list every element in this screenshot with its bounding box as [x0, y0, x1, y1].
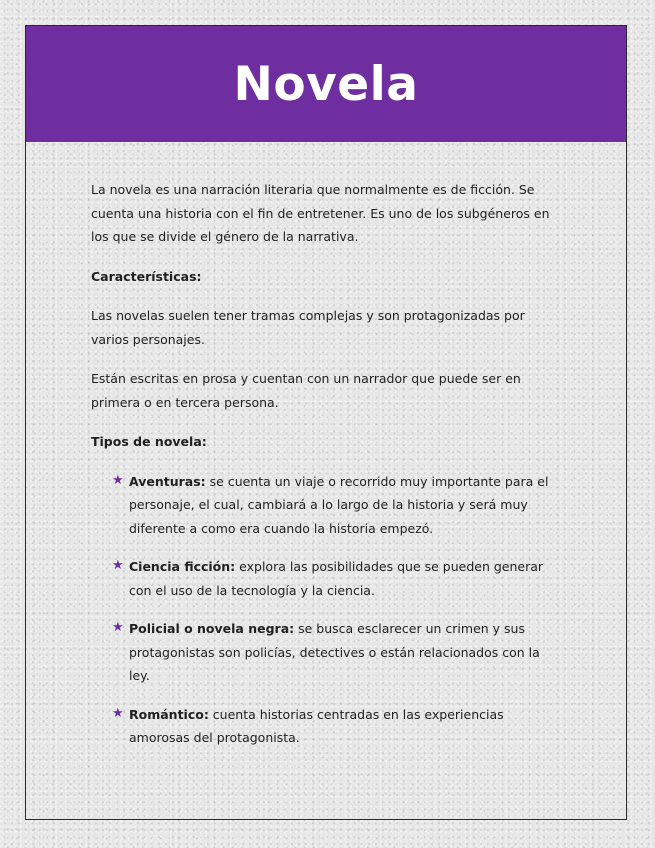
type-description: explora las posibilidades que se pueden generar con el uso de la tecnología y la ciencia. — [129, 559, 544, 598]
star-icon: ★ — [112, 705, 124, 721]
characteristics-paragraph: Las novelas suelen tener tramas complejas y son protagonizadas por varios personajes. — [91, 308, 525, 347]
list-item-ciencia-ficcion — [112, 555, 563, 602]
title-banner — [26, 26, 626, 142]
characteristics-heading: Características: — [91, 268, 202, 284]
type-description: se busca esclarecer un crimen y sus protagonistas son policías, detectives o están relacionados con la ley. — [129, 621, 540, 683]
type-term: Ciencia ficción: — [129, 559, 236, 574]
types-list — [91, 470, 563, 750]
star-icon: ★ — [112, 558, 124, 573]
type-term: Aventuras: — [129, 473, 206, 489]
types-heading: Tipos de novela: — [91, 434, 207, 449]
list-item-aventuras — [112, 470, 563, 541]
type-description: se cuenta un viaje o recorrido muy importante para el personaje, el cual, cambiará a lo largo de la historia y será muy diferente a como era cuando la historia empezó. — [129, 473, 549, 536]
characteristics-paragraph: Están escritas en prosa y cuentan con un narrador que puede ser en primera o en tercera persona. — [91, 371, 521, 410]
intro-paragraph: La novela es una narración literaria que normalmente es de ficción. Se cuenta una historia con el fin de entretener. Es uno de los subgéneros en los que se divide el género de la narrativa. — [91, 182, 550, 244]
type-description: cuenta historias centradas en las experiencias amorosas del protagonista. — [129, 706, 504, 745]
list-item-policial — [112, 617, 563, 688]
type-term: Policial o novela negra: — [129, 621, 295, 636]
star-icon: ★ — [112, 472, 124, 488]
page-frame — [25, 25, 627, 820]
list-item-romantico — [112, 703, 563, 750]
page-title: Novela — [233, 56, 419, 112]
star-icon: ★ — [112, 620, 124, 635]
type-term: Romántico: — [129, 706, 209, 722]
document-body — [91, 178, 563, 765]
